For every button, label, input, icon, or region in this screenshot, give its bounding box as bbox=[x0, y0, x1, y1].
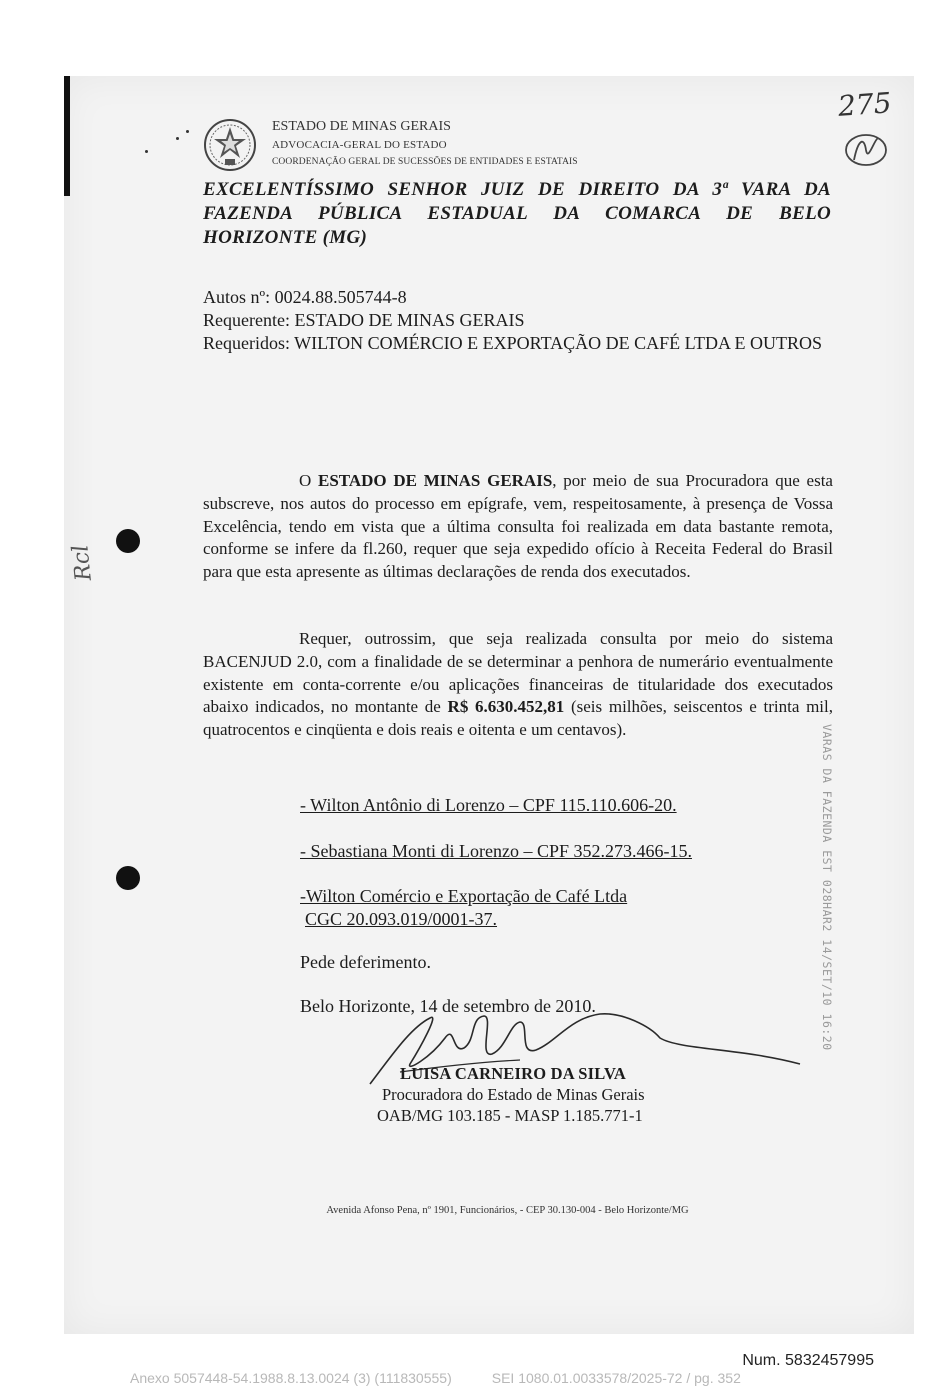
document-number: Num. 5832457995 bbox=[742, 1352, 874, 1369]
executado-item: - Wilton Antônio di Lorenzo – CPF 115.110.606-20. bbox=[300, 795, 677, 815]
scan-edge-mark bbox=[64, 76, 70, 196]
paragraph-text: Requer, outrossim, que seja realizada consulta por meio do sistema BACENJUD 2.0, com a finalidade de se determinar a penhora de numerário eventualmente existente em conta-corrente e/ou aplicações financeiras de titularidade dos executados abaixo indicados, no montante de bbox=[203, 629, 833, 717]
letterhead-agency: ADVOCACIA-GERAL DO ESTADO bbox=[272, 139, 447, 151]
case-number: Autos nº: 0024.88.505744-8 bbox=[203, 287, 407, 307]
protocol-stamp: VARAS DA FAZENDA EST 028HAR2 14/SET/10 16:20 bbox=[820, 724, 834, 1051]
punch-hole bbox=[116, 529, 140, 553]
party-name: ESTADO DE MINAS GERAIS bbox=[318, 471, 553, 490]
heading-line: EXCELENTÍSSIMO SENHOR JUIZ DE DIREITO DA 3ª VARA DA bbox=[203, 179, 831, 200]
signatory-registration: OAB/MG 103.185 - MASP 1.185.771-1 bbox=[377, 1106, 643, 1125]
footer-address: Avenida Afonso Pena, nº 1901, Funcionários, - CEP 30.130-004 - Belo Horizonte/MG bbox=[326, 1205, 689, 1216]
state-coat-of-arms-icon bbox=[203, 117, 257, 173]
heading-line: HORIZONTE (MG) bbox=[203, 227, 368, 248]
punch-hole bbox=[116, 866, 140, 890]
place-and-date: Belo Horizonte, 14 de setembro de 2010. bbox=[300, 996, 596, 1016]
letterhead-state: ESTADO DE MINAS GERAIS bbox=[272, 119, 451, 134]
annex-reference: Anexo 5057448-54.1988.8.13.0024 (3) (111830555) bbox=[130, 1370, 452, 1386]
case-plaintiff: Requerente: ESTADO DE MINAS GERAIS bbox=[203, 310, 525, 330]
paragraph-prefix: O bbox=[299, 471, 318, 490]
executado-item: CGC 20.093.019/0001-37. bbox=[305, 909, 498, 929]
petition-addressee bbox=[203, 178, 831, 250]
executado-item: - Sebastiana Monti di Lorenzo – CPF 352.273.466-15. bbox=[300, 841, 692, 861]
heading-line: FAZENDA PÚBLICA ESTADUAL DA COMARCA DE BELO bbox=[203, 203, 831, 224]
letterhead-department: COORDENAÇÃO GERAL DE SUCESSÕES DE ENTIDADES E ESTATAIS bbox=[272, 157, 578, 167]
case-details bbox=[203, 286, 833, 355]
executado-item: -Wilton Comércio e Exportação de Café Ltda bbox=[300, 886, 628, 906]
sei-reference: SEI 1080.01.0033578/2025-72 / pg. 352 bbox=[491, 1370, 741, 1386]
signatory-role: Procuradora do Estado de Minas Gerais bbox=[382, 1085, 645, 1104]
annex-footer bbox=[130, 1370, 741, 1386]
amount: R$ 6.630.452,81 bbox=[447, 697, 565, 717]
scan-speck bbox=[176, 137, 179, 140]
paragraph-text: , por meio de sua Procuradora que esta subscreve, nos autos do processo em epígrafe, vem, respeitosamente, à presença de Vossa Excelência, tendo em vista que a última consulta foi realizada em data bastante remota, conforme se infere da fl.260, requer que seja expedido ofício à Receita Federal do Brasil para que esta apresente as últimas declarações de renda dos executados. bbox=[203, 471, 833, 582]
executado-company bbox=[300, 885, 627, 931]
handwritten-initials-icon bbox=[842, 130, 890, 168]
signatory-name: LUISA CARNEIRO DA SILVA bbox=[400, 1064, 627, 1083]
scan-speck bbox=[145, 150, 148, 153]
closing-request: Pede deferimento. bbox=[300, 952, 431, 972]
paragraph-request-bacenjud bbox=[203, 628, 833, 742]
scan-speck bbox=[186, 130, 189, 133]
handwritten-margin-note: Rcl bbox=[68, 543, 97, 582]
paragraph-request-tax-records bbox=[203, 470, 833, 584]
amount-in-words: (seis milhões, seiscentos e trinta mil, quatrocentos e cinqüenta e dois reais e oitenta e um centavos). bbox=[203, 697, 834, 740]
handwritten-page-number: 275 bbox=[836, 86, 893, 123]
case-defendants: Requeridos: WILTON COMÉRCIO E EXPORTAÇÃO DE CAFÉ LTDA E OUTROS bbox=[203, 333, 822, 353]
